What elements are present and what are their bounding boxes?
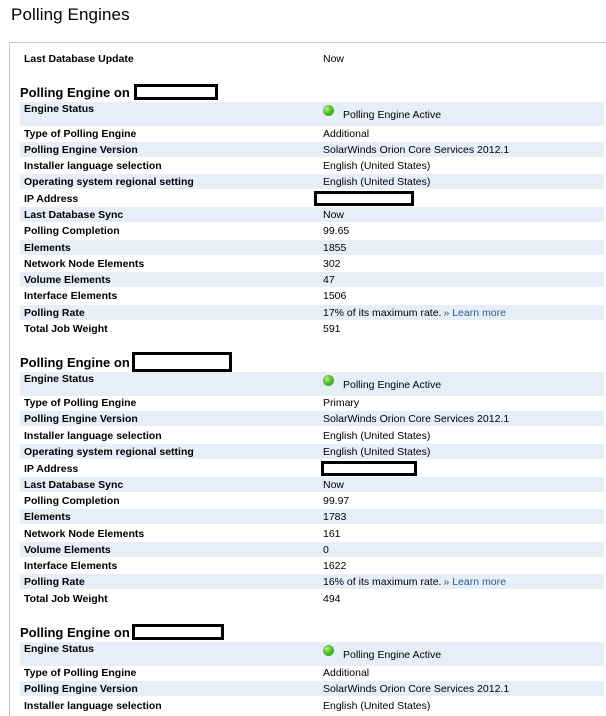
weight-value: 591	[323, 322, 341, 335]
engine-1-volume-row	[20, 272, 604, 287]
interface-value: 1506	[323, 289, 347, 302]
engine-1-weight-row	[20, 321, 604, 336]
sync-label: Last Database Sync	[24, 478, 124, 491]
os-label: Operating system regional setting	[24, 175, 194, 188]
node-value: 161	[323, 527, 341, 540]
version-value: SolarWinds Orion Core Services 2012.1	[323, 682, 510, 695]
type-label: Type of Polling Engine	[24, 127, 137, 140]
completion-value: 99.65	[323, 224, 350, 237]
engine-status-value: Polling Engine Active	[343, 379, 442, 391]
sync-value: Now	[323, 478, 345, 491]
interface-value: 1622	[323, 559, 347, 572]
version-value: SolarWinds Orion Core Services 2012.1	[323, 143, 510, 156]
type-value: Additional	[323, 127, 370, 140]
last-database-update-label: Last Database Update	[24, 52, 134, 65]
interface-label: Interface Elements	[24, 289, 118, 302]
volume-value: 0	[323, 543, 329, 556]
last-database-update-row	[20, 51, 604, 66]
rate-label: Polling Rate	[24, 575, 85, 588]
engine-3-lang-row	[20, 698, 604, 713]
engine-2-volume-row	[20, 542, 604, 557]
engine-2-completion-row	[20, 493, 604, 508]
lang-value: English (United States)	[323, 699, 431, 712]
engine-3-heading-text: Polling Engine on	[20, 624, 130, 640]
engine-status-label: Engine Status	[24, 373, 95, 385]
elements-label: Elements	[24, 510, 71, 523]
elements-value: 1783	[323, 510, 347, 523]
engine-2-heading	[20, 353, 232, 371]
engine-2-ip-row	[20, 460, 604, 477]
status-active-icon	[323, 105, 334, 116]
engine-2-type-row	[20, 395, 604, 410]
ip-label: IP Address	[24, 462, 79, 475]
os-value: English (United States)	[323, 445, 431, 458]
engine-2-node-row	[20, 526, 604, 541]
rate-value: 17% of its maximum rate.	[323, 306, 442, 319]
weight-label: Total Job Weight	[24, 322, 108, 335]
engine-status-label: Engine Status	[24, 103, 95, 115]
redacted-ip	[314, 191, 414, 206]
engine-2-status-row	[20, 372, 604, 396]
status-active-icon	[323, 375, 334, 386]
engine-3-heading	[20, 623, 224, 641]
volume-value: 47	[323, 273, 335, 286]
type-value: Primary	[323, 396, 360, 409]
rate-label: Polling Rate	[24, 306, 85, 319]
type-label: Type of Polling Engine	[24, 396, 137, 409]
version-label: Polling Engine Version	[24, 143, 138, 156]
node-value: 302	[323, 257, 341, 270]
os-value: English (United States)	[323, 175, 431, 188]
engine-2-elements-row	[20, 509, 604, 524]
engine-3-status-row	[20, 642, 604, 666]
type-label: Type of Polling Engine	[24, 666, 137, 679]
engine-status-value: Polling Engine Active	[343, 109, 442, 121]
completion-label: Polling Completion	[24, 494, 120, 507]
lang-label: Installer language selection	[24, 429, 162, 442]
engine-1-node-row	[20, 256, 604, 271]
elements-label: Elements	[24, 241, 71, 254]
engine-2-os-row	[20, 444, 604, 459]
engine-1-heading	[20, 83, 218, 101]
lang-label: Installer language selection	[24, 699, 162, 712]
engine-1-sync-row	[20, 207, 604, 222]
engine-1-completion-row	[20, 223, 604, 238]
engine-1-interface-row	[20, 288, 604, 303]
node-label: Network Node Elements	[24, 257, 145, 270]
page-title: Polling Engines	[11, 5, 130, 24]
engine-2-sync-row	[20, 477, 604, 492]
elements-value: 1855	[323, 241, 347, 254]
volume-label: Volume Elements	[24, 543, 111, 556]
engine-1-version-row	[20, 142, 604, 157]
completion-label: Polling Completion	[24, 224, 120, 237]
lang-value: English (United States)	[323, 159, 431, 172]
version-label: Polling Engine Version	[24, 412, 138, 425]
os-label: Operating system regional setting	[24, 445, 194, 458]
engine-1-rate-row	[20, 305, 604, 320]
ip-label: IP Address	[24, 192, 79, 205]
volume-label: Volume Elements	[24, 273, 111, 286]
status-active-icon	[323, 645, 334, 656]
sync-label: Last Database Sync	[24, 208, 124, 221]
redacted-hostname	[132, 624, 224, 640]
learn-more-link[interactable]: » Learn more	[443, 306, 506, 319]
completion-value: 99.97	[323, 494, 350, 507]
engine-status-label: Engine Status	[24, 643, 95, 655]
engine-1-elements-row	[20, 240, 604, 255]
engine-2-rate-row	[20, 574, 604, 589]
engine-1-os-row	[20, 174, 604, 189]
lang-label: Installer language selection	[24, 159, 162, 172]
redacted-hostname	[134, 84, 218, 100]
version-label: Polling Engine Version	[24, 682, 138, 695]
engine-1-type-row	[20, 126, 604, 141]
engine-1-ip-row	[20, 190, 604, 207]
lang-value: English (United States)	[323, 429, 431, 442]
engine-status-value: Polling Engine Active	[343, 649, 442, 661]
engine-2-version-row	[20, 411, 604, 426]
node-label: Network Node Elements	[24, 527, 145, 540]
engine-2-lang-row	[20, 428, 604, 443]
engine-2-weight-row	[20, 591, 604, 606]
engine-1-status-row	[20, 102, 604, 126]
engine-2-interface-row	[20, 558, 604, 573]
weight-label: Total Job Weight	[24, 592, 108, 605]
version-value: SolarWinds Orion Core Services 2012.1	[323, 412, 510, 425]
interface-label: Interface Elements	[24, 559, 118, 572]
last-database-update-value: Now	[323, 52, 345, 65]
weight-value: 494	[323, 592, 341, 605]
engine-1-lang-row	[20, 158, 604, 173]
learn-more-link[interactable]: » Learn more	[443, 575, 506, 588]
redacted-ip	[321, 461, 417, 476]
engine-3-version-row	[20, 681, 604, 696]
redacted-hostname	[132, 352, 232, 372]
type-value: Additional	[323, 666, 370, 679]
engine-3-type-row	[20, 665, 604, 680]
rate-value: 16% of its maximum rate.	[323, 575, 442, 588]
engine-1-heading-text: Polling Engine on	[20, 84, 130, 100]
engine-2-heading-text: Polling Engine on	[20, 354, 130, 370]
sync-value: Now	[323, 208, 345, 221]
